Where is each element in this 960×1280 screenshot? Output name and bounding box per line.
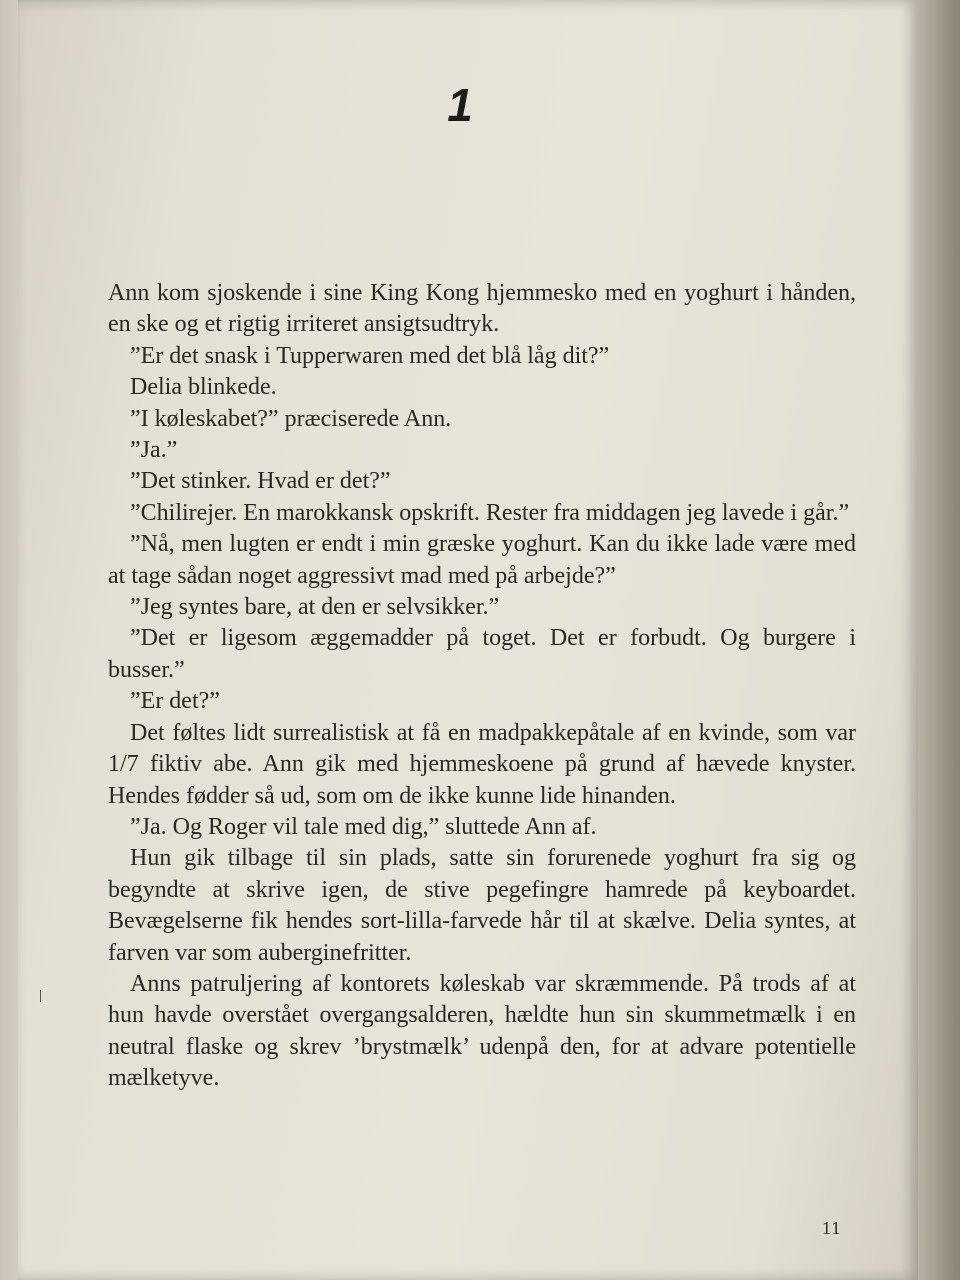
paragraph: ”Jeg syntes bare, at den er selvsikker.” (130, 594, 500, 621)
paragraph: Ann kom sjoskende i sine King Kong hjemmesko med en yoghurt i hånden, en ske og et rigtig irriteret ansigtsudtryk. (108, 280, 856, 338)
paragraph: ”Chilirejer. En marokkansk opskrift. Rester fra middagen jeg lavede i går.” (130, 499, 850, 526)
paragraph: ”Ja.” (130, 437, 178, 464)
paragraph: ”Er det?” (130, 688, 220, 715)
chapter-text (108, 278, 856, 1095)
paragraph: Delia blinkede. (130, 374, 277, 401)
chapter-number: 1 (447, 79, 473, 131)
paragraph: ”Det stinker. Hvad er det?” (130, 468, 391, 495)
paragraph: Anns patruljering af kontorets køleskab var skræmmende. På trods af at hun havde overstået overgangsalderen, hældte hun sin skummetmælk i en neutral flaske og skrev ’brystmælk’ udenpå den, for at advare potentielle mælketyve. (108, 970, 856, 1092)
paragraph: ”I køleskabet?” præciserede Ann. (130, 405, 452, 432)
paragraph: Det føltes lidt surrealistisk at få en madpakkepåtale af en kvinde, som var 1/7 fiktiv abe. Ann gik med hjemmeskoene på grund af hævede knyster. Hendes fødder så ud, som om de ikke kunne lide hinanden. (108, 719, 856, 809)
paragraph: Hun gik tilbage til sin plads, satte sin forurenede yoghurt fra sig og begyndte at skrive igen, de stive pegefingre hamrede på keyboardet. Bevægelserne fik hendes sort-lilla-farvede hår til at skælve. Delia syntes, at farven var som auberginefritter. (108, 845, 856, 966)
paragraph: ”Nå, men lugten er endt i min græske yoghurt. Kan du ikke lade være med at tage sådan noget aggressivt mad med på arbejde?” (108, 531, 856, 589)
book-right-edge (918, 0, 960, 1280)
paragraph: ”Ja. Og Roger vil tale med dig,” sluttede Ann af. (130, 813, 597, 840)
page-number: 11 (822, 1218, 842, 1238)
paragraph: ”Det er ligesom æggemadder på toget. Det er forbudt. Og burgere i busser.” (108, 625, 856, 683)
margin-mark (40, 990, 41, 1002)
paragraph: ”Er det snask i Tupperwaren med det blå låg dit?” (130, 342, 610, 369)
